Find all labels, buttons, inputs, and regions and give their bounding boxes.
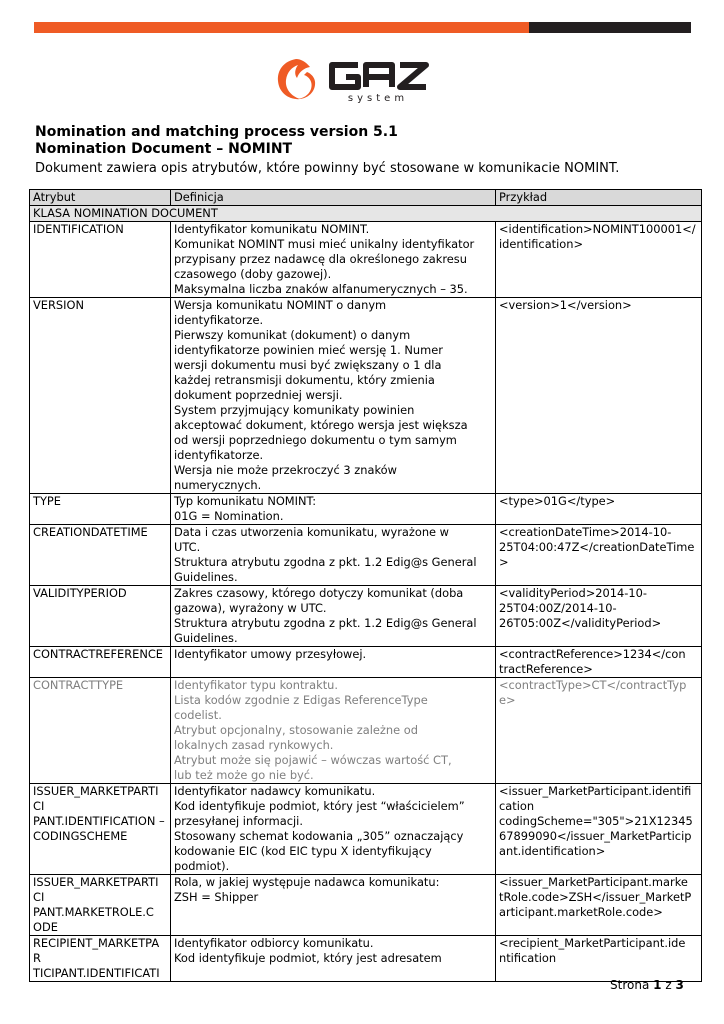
- table-row: [30, 525, 702, 586]
- example-cell-line: <issuer_MarketParticipant.identifi: [499, 784, 692, 798]
- example-cell-line: cation: [499, 799, 535, 813]
- definition-cell-line: gazowa), wyrażony w UTC.: [174, 601, 327, 615]
- attribute-cell-line: VERSION: [33, 298, 84, 312]
- table-row: [30, 222, 702, 298]
- definition-cell-line: Rola, w jakiej występuje nadawca komunikatu:: [174, 875, 440, 889]
- example-cell-line: <creationDateTime>2014-10-: [499, 525, 672, 539]
- example-cell-line: 25T04:00:47Z</creationDateTime: [499, 540, 695, 554]
- definition-cell-line: Wersja komunikatu NOMINT o danym: [174, 298, 387, 312]
- definition-cell-line: dokument poprzedniej wersji.: [174, 388, 343, 402]
- attribute-cell-line: CODINGSCHEME: [33, 829, 128, 843]
- attribute-cell: [30, 875, 171, 936]
- example-cell-line: tRole.code>ZSH</issuer_MarketP: [499, 890, 692, 904]
- attribute-cell: [30, 784, 171, 875]
- class-row: [30, 206, 702, 222]
- attribute-cell-line: ISSUER_MARKETPARTICI: [33, 875, 159, 904]
- example-cell: [496, 647, 702, 678]
- attribute-cell-line: TYPE: [33, 494, 61, 508]
- table-row: [30, 647, 702, 678]
- attribute-cell: [30, 525, 171, 586]
- table-row: [30, 586, 702, 647]
- definition-cell-line: Struktura atrybutu zgodna z pkt. 1.2 Edig@s General: [174, 555, 477, 569]
- definition-cell-line: lub też może go nie być.: [174, 768, 314, 782]
- definition-cell-line: Identyfikator typu kontraktu.: [174, 678, 339, 692]
- example-cell-line: codingScheme="305">21X12345: [499, 814, 693, 828]
- attribute-cell-line: ISSUER_MARKETPARTICI: [33, 784, 159, 813]
- example-cell: [496, 222, 702, 298]
- attribute-cell: [30, 678, 171, 784]
- attribute-cell-line: TICIPANT.IDENTIFICATI: [33, 966, 160, 980]
- flame-icon: [278, 59, 315, 99]
- attributes-table: [29, 189, 702, 982]
- definition-cell: [171, 494, 496, 525]
- table-header-row: [30, 190, 702, 206]
- definition-cell-line: każdej retransmisji dokumentu, który zmienia: [174, 373, 435, 387]
- definition-cell-line: Identyfikator komunikatu NOMINT.: [174, 222, 370, 236]
- definition-cell-line: identyfikatorze.: [174, 313, 264, 327]
- definition-cell-line: System przyjmujący komunikaty powinien: [174, 403, 415, 417]
- attribute-cell-line: RECIPIENT_MARKETPAR: [33, 936, 160, 965]
- definition-cell: [171, 298, 496, 494]
- top-bar-orange: [34, 22, 529, 33]
- example-cell-line: e>: [499, 693, 516, 707]
- definition-cell: [171, 678, 496, 784]
- example-cell-line: articipant.marketRole.code>: [499, 905, 663, 919]
- example-cell-line: identification>: [499, 237, 584, 251]
- attribute-cell: [30, 298, 171, 494]
- definition-cell: [171, 222, 496, 298]
- definition-cell-line: Atrybut opcjonalny, stosowanie zależne od: [174, 723, 418, 737]
- attribute-cell-line: CONTRACTREFERENCE: [33, 647, 163, 661]
- example-cell: [496, 678, 702, 784]
- definition-cell: [171, 784, 496, 875]
- footer-page-total: 3: [675, 978, 684, 992]
- definition-cell-line: 01G = Nomination.: [174, 509, 284, 523]
- gaz-system-logo: [274, 55, 450, 103]
- example-cell: [496, 525, 702, 586]
- definition-cell-line: kodowanie EIC (kod EIC typu X identyfikujący: [174, 844, 432, 858]
- example-cell: [496, 784, 702, 875]
- definition-cell-line: Identyfikator nadawcy komunikatu.: [174, 784, 376, 798]
- definition-cell-line: Wersja nie może przekroczyć 3 znaków: [174, 463, 397, 477]
- table-row: [30, 678, 702, 784]
- example-cell-line: ntification: [499, 951, 557, 965]
- definition-cell-line: Kod identyfikuje podmiot, który jest adresatem: [174, 951, 442, 965]
- definition-cell-line: lokalnych zasad rynkowych.: [174, 738, 334, 752]
- logo-sub-text: system: [347, 93, 409, 103]
- class-row-label: KLASA NOMINATION DOCUMENT: [30, 206, 702, 222]
- definition-cell-line: od wersji poprzedniego dokumentu o tym samym: [174, 433, 457, 447]
- definition-cell: [171, 936, 496, 982]
- example-cell: [496, 936, 702, 982]
- top-bar-dark: [529, 22, 691, 33]
- attribute-cell-line: CONTRACTTYPE: [33, 678, 124, 692]
- definition-cell-line: Pierwszy komunikat (dokument) o danym: [174, 328, 411, 342]
- definition-cell-line: Struktura atrybutu zgodna z pkt. 1.2 Edig@s General: [174, 616, 477, 630]
- example-cell: [496, 494, 702, 525]
- definition-cell-line: wersji dokumentu musi być zwiększany o 1 dla: [174, 358, 442, 372]
- top-color-bar: [34, 22, 691, 33]
- attribute-cell: [30, 936, 171, 982]
- definition-cell-line: numerycznych.: [174, 478, 262, 492]
- attribute-cell: [30, 494, 171, 525]
- definition-cell-line: ZSH = Shipper: [174, 890, 259, 904]
- header-attribute: Atrybut: [30, 190, 171, 206]
- table-row: [30, 875, 702, 936]
- definition-cell: [171, 525, 496, 586]
- definition-cell-line: Guidelines.: [174, 570, 238, 584]
- document-title: Nomination and matching process version 5.1: [35, 124, 398, 140]
- attribute-cell: [30, 647, 171, 678]
- definition-cell-line: Guidelines.: [174, 631, 238, 645]
- definition-cell: [171, 875, 496, 936]
- example-cell-line: ant.identification>: [499, 844, 606, 858]
- attribute-cell-line: PANT.MARKETROLE.C: [33, 905, 154, 919]
- example-cell-line: >: [499, 555, 509, 569]
- document-intro: Dokument zawiera opis atrybutów, które powinny być stosowane w komunikacie NOMINT.: [35, 161, 620, 176]
- definition-cell-line: podmiot).: [174, 859, 230, 873]
- definition-cell-line: codelist.: [174, 708, 222, 722]
- header-example: Przykład: [496, 190, 702, 206]
- definition-cell-line: identyfikatorze.: [174, 448, 264, 462]
- example-cell-line: tractReference>: [499, 662, 593, 676]
- attribute-cell-line: PANT.IDENTIFICATION –: [33, 814, 165, 828]
- definition-cell-line: Identyfikator umowy przesyłowej.: [174, 647, 367, 661]
- page-footer: [610, 978, 684, 992]
- document-subtitle: Nomination Document – NOMINT: [35, 141, 293, 157]
- example-cell-line: 25T04:00Z/2014-10-: [499, 601, 617, 615]
- attribute-cell-line: IDENTIFICATION: [33, 222, 124, 236]
- table-row: [30, 784, 702, 875]
- attribute-cell-line: CREATIONDATETIME: [33, 525, 148, 539]
- example-cell-line: <issuer_MarketParticipant.marke: [499, 875, 688, 889]
- example-cell-line: <validityPeriod>2014-10-: [499, 586, 647, 600]
- definition-cell-line: przypisany przez nadawcę dla określonego zakresu: [174, 252, 467, 266]
- header-definition: Definicja: [171, 190, 496, 206]
- example-cell-line: <recipient_MarketParticipant.ide: [499, 936, 686, 950]
- definition-cell-line: Data i czas utworzenia komunikatu, wyrażone w: [174, 525, 449, 539]
- attribute-cell: [30, 222, 171, 298]
- example-cell: [496, 875, 702, 936]
- definition-cell-line: Zakres czasowy, którego dotyczy komunikat (doba: [174, 586, 464, 600]
- definition-cell-line: identyfikatorze powinien mieć wersję 1. Numer: [174, 343, 443, 357]
- attribute-cell-line: VALIDITYPERIOD: [33, 586, 127, 600]
- definition-cell-line: przesyłanej informacji.: [174, 814, 303, 828]
- definition-cell-line: UTC.: [174, 540, 201, 554]
- attribute-cell: [30, 586, 171, 647]
- document-heading: [35, 124, 695, 177]
- gaz-lettering: [332, 65, 426, 87]
- example-cell: [496, 298, 702, 494]
- table-row: [30, 494, 702, 525]
- example-cell-line: 67899090</issuer_MarketParticip: [499, 829, 692, 843]
- footer-of: z: [665, 978, 672, 992]
- footer-page-number: 1: [653, 978, 662, 992]
- definition-cell: [171, 647, 496, 678]
- definition-cell-line: Lista kodów zgodnie z Edigas ReferenceType: [174, 693, 428, 707]
- table-row: [30, 936, 702, 982]
- footer-label: Strona: [610, 978, 650, 992]
- definition-cell-line: czasowego (doby gazowej).: [174, 267, 332, 281]
- example-cell-line: <contractType>CT</contractTyp: [499, 678, 687, 692]
- definition-cell-line: Atrybut może się pojawić – wówczas wartość CT,: [174, 753, 452, 767]
- example-cell-line: <identification>NOMINT100001</: [499, 222, 696, 236]
- definition-cell-line: Typ komunikatu NOMINT:: [174, 494, 317, 508]
- definition-cell-line: Kod identyfikuje podmiot, który jest “właścicielem”: [174, 799, 465, 813]
- example-cell-line: 26T05:00Z</validityPeriod>: [499, 616, 662, 630]
- definition-cell-line: Stosowany schemat kodowania „305” oznaczający: [174, 829, 464, 843]
- example-cell-line: <version>1</version>: [499, 298, 632, 312]
- example-cell-line: <type>01G</type>: [499, 494, 616, 508]
- example-cell-line: <contractReference>1234</con: [499, 647, 686, 661]
- definition-cell-line: Maksymalna liczba znaków alfanumerycznych – 35.: [174, 282, 468, 296]
- table-row: [30, 298, 702, 494]
- definition-cell-line: Komunikat NOMINT musi mieć unikalny identyfikator: [174, 237, 475, 251]
- definition-cell: [171, 586, 496, 647]
- definition-cell-line: akceptować dokument, którego wersja jest większa: [174, 418, 468, 432]
- attribute-cell-line: ODE: [33, 920, 58, 934]
- example-cell: [496, 586, 702, 647]
- definition-cell-line: Identyfikator odbiorcy komunikatu.: [174, 936, 374, 950]
